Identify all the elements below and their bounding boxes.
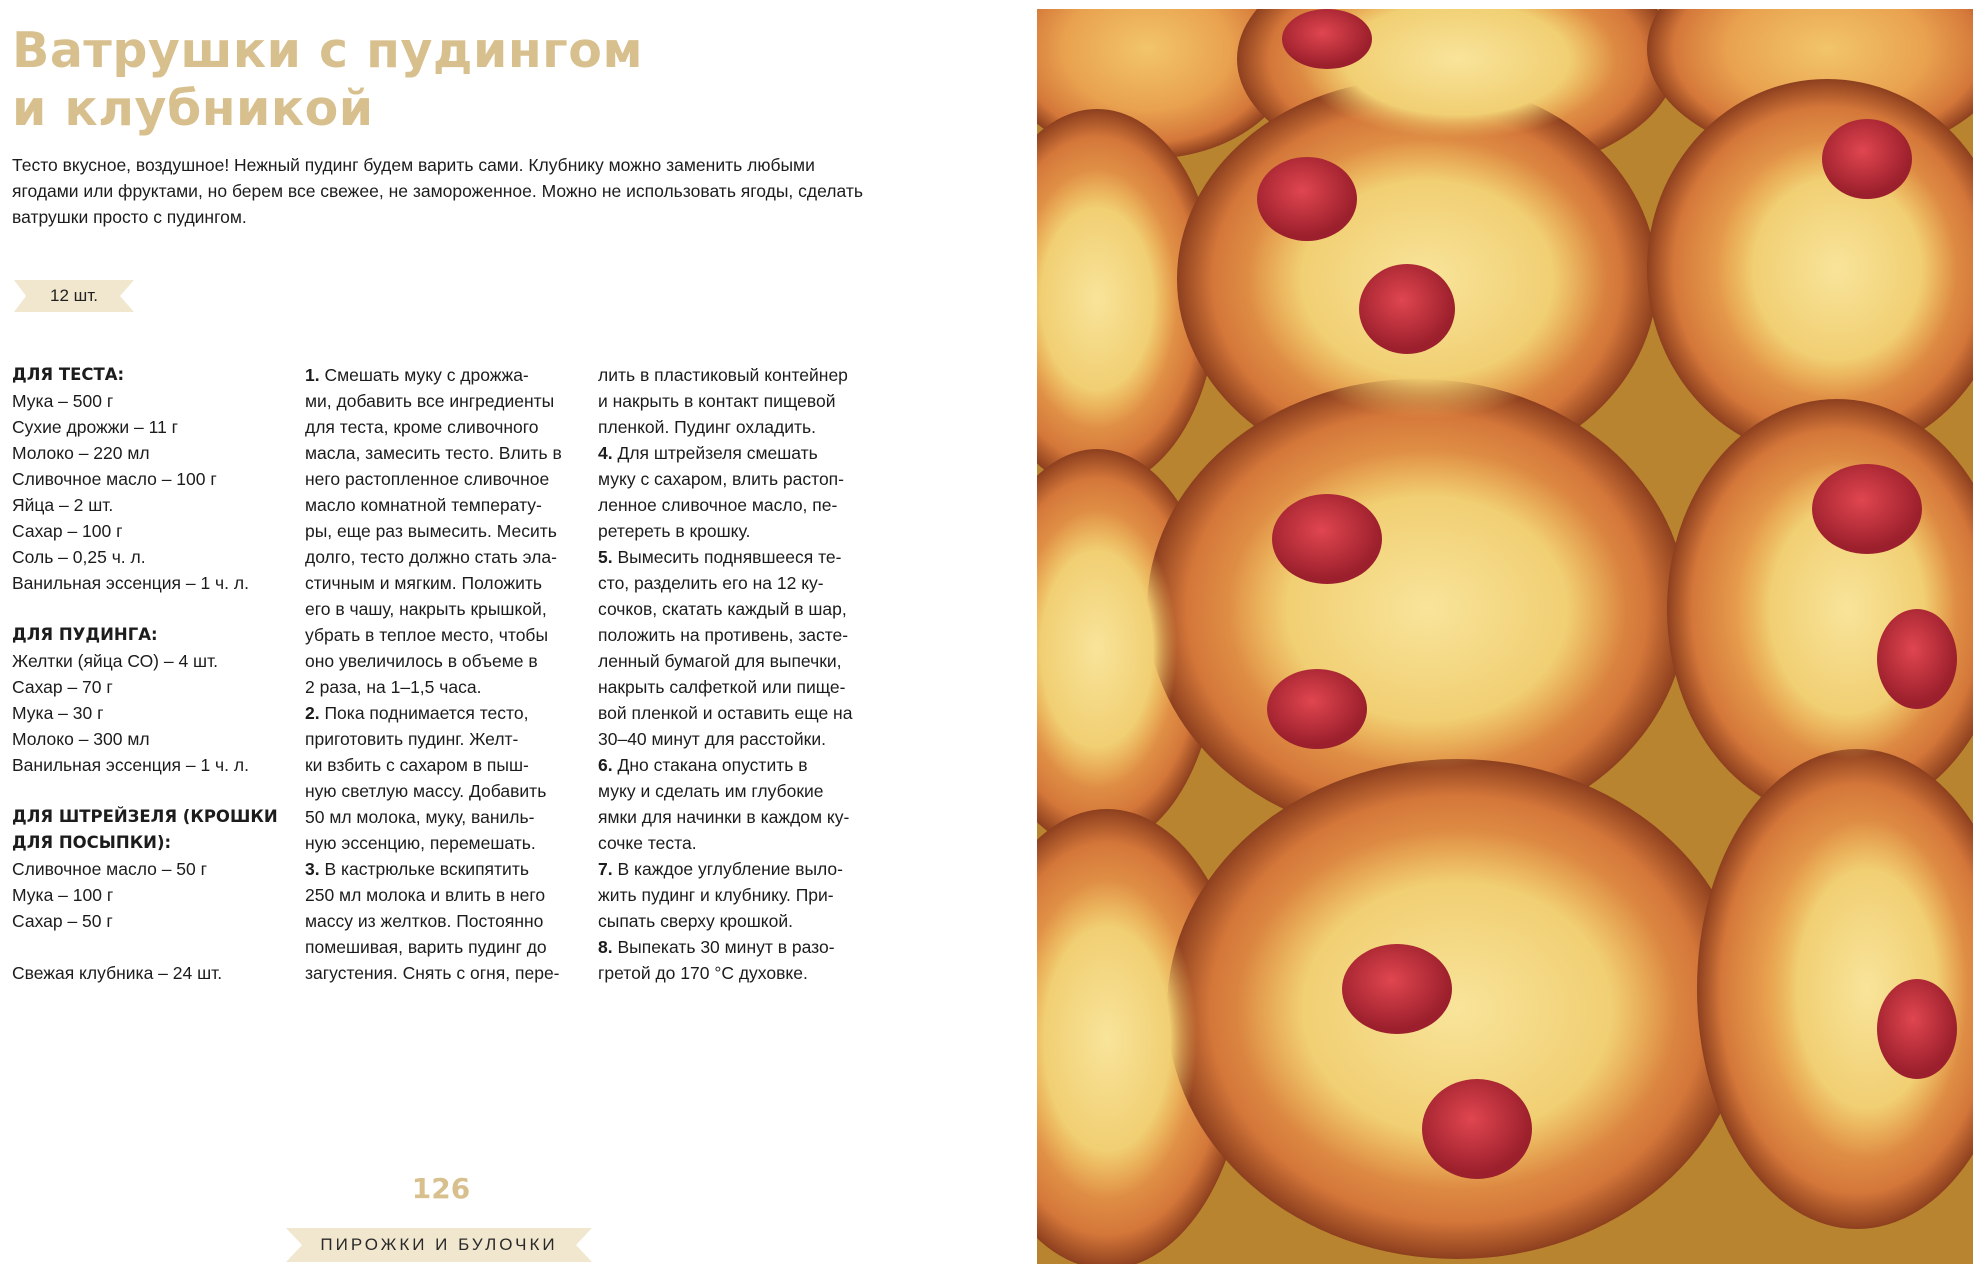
ingredient-item: Молоко – 300 мл: [12, 729, 150, 749]
ingredient-heading-pudding: ДЛЯ ПУДИНГА:: [12, 625, 158, 644]
step-line: ры, еще раз вымесить. Месить: [305, 521, 557, 541]
ingredient-heading-dough: ДЛЯ ТЕСТА:: [12, 365, 125, 384]
step-line: 30–40 минут для расстойки.: [598, 729, 826, 749]
step-text: Дно стакана опустить в: [612, 755, 808, 775]
step-line: гретой до 170 °C духовке.: [598, 963, 808, 983]
recipe-title-line1: Ватрушки с пудингом: [12, 22, 643, 79]
ingredient-item: Сливочное масло – 100 г: [12, 469, 217, 489]
step-line: масло комнатной температу-: [305, 495, 542, 515]
ingredient-item: Мука – 100 г: [12, 885, 114, 905]
steps-column-1: [305, 362, 595, 986]
step-line: 50 мл молока, муку, ваниль-: [305, 807, 535, 827]
ingredient-item: Сахар – 70 г: [12, 677, 113, 697]
step-line: долго, тесто должно стать эла-: [305, 547, 557, 567]
step-line: сыпать сверху крошкой.: [598, 911, 794, 931]
step-line: 250 мл молока и влить в него: [305, 885, 546, 905]
step-line: [598, 544, 888, 570]
step-line: убрать в теплое место, чтобы: [305, 625, 549, 645]
step-number: 3.: [305, 859, 320, 879]
step-line: и накрыть в контакт пищевой: [598, 391, 836, 411]
step-line: [305, 856, 595, 882]
step-line: для теста, кроме сливочного: [305, 417, 539, 437]
step-number: 5.: [598, 547, 613, 567]
step-line: ми, добавить все ингредиенты: [305, 391, 555, 411]
step-number: 8.: [598, 937, 613, 957]
step-line: пленкой. Пудинг охладить.: [598, 417, 817, 437]
step-line: ретереть в крошку.: [598, 521, 751, 541]
step-line: масла, замесить тесто. Влить в: [305, 443, 562, 463]
step-line: муку и сделать им глубокие: [598, 781, 824, 801]
step-line: [598, 440, 888, 466]
step-line: [305, 362, 595, 388]
step-line: массу из желтков. Постоянно: [305, 911, 544, 931]
ingredient-heading-streusel: ДЛЯ ШТРЕЙЗЕЛЯ (КРОШКИ: [12, 807, 278, 826]
step-line: [598, 934, 888, 960]
step-line: [598, 856, 888, 882]
step-line: его в чашу, накрыть крышкой,: [305, 599, 547, 619]
section-label: ПИРОЖКИ И БУЛОЧКИ: [320, 1235, 558, 1254]
step-text: Вымесить поднявшееся те-: [612, 547, 842, 567]
step-number: 4.: [598, 443, 613, 463]
step-text: Выпекать 30 минут в разо-: [612, 937, 835, 957]
ingredient-item: Ванильная эссенция – 1 ч. л.: [12, 573, 249, 593]
yield-label: 12 шт.: [50, 286, 98, 305]
step-line: лить в пластиковый контейнер: [598, 365, 848, 385]
pastry-photo: [1037, 9, 1973, 1264]
step-number: 7.: [598, 859, 613, 879]
step-line: помешивая, варить пудинг до: [305, 937, 547, 957]
ingredient-item: Ванильная эссенция – 1 ч. л.: [12, 755, 249, 775]
step-text: Смешать муку с дрожжа-: [319, 365, 529, 385]
ingredient-item: Сахар – 50 г: [12, 911, 113, 931]
ingredient-item: Сахар – 100 г: [12, 521, 123, 541]
step-line: сочков, скатать каждый в шар,: [598, 599, 847, 619]
pastry-photo-illustration: [1037, 9, 1973, 1264]
ingredients-column: [12, 362, 292, 986]
step-text: Пока поднимается тесто,: [319, 703, 529, 723]
step-line: ки взбить с сахаром в пыш-: [305, 755, 529, 775]
page-number: 126: [411, 1172, 471, 1205]
steps-column-2: [598, 362, 888, 986]
ingredient-item: Соль – 0,25 ч. л.: [12, 547, 146, 567]
section-ribbon: [286, 1228, 592, 1262]
step-number: 6.: [598, 755, 613, 775]
yield-badge: [14, 280, 134, 312]
step-line: сто, разделить его на 12 ку-: [598, 573, 824, 593]
recipe-intro: Тесто вкусное, воздушное! Нежный пудинг будем варить сами. Клубнику можно заменить любыми ягодами или фруктами, но берем все свежее, не замороженное. Можно не использовать ягоды, сделать ватрушки просто с пудингом.: [12, 155, 863, 227]
step-line: накрыть салфеткой или пище-: [598, 677, 846, 697]
step-line: ную светлую массу. Добавить: [305, 781, 547, 801]
ingredient-item: Мука – 500 г: [12, 391, 114, 411]
ingredient-item: Молоко – 220 мл: [12, 443, 150, 463]
step-line: него растопленное сливочное: [305, 469, 550, 489]
step-line: загустения. Снять с огня, пере-: [305, 963, 560, 983]
step-line: положить на противень, засте-: [598, 625, 849, 645]
step-line: сочке теста.: [598, 833, 697, 853]
step-line: приготовить пудинг. Желт-: [305, 729, 519, 749]
ingredient-item: Мука – 30 г: [12, 703, 104, 723]
recipe-title: [12, 22, 643, 138]
step-line: 2 раза, на 1–1,5 часа.: [305, 677, 482, 697]
step-number: 2.: [305, 703, 320, 723]
ingredient-item: Яйца – 2 шт.: [12, 495, 114, 515]
ingredient-item: Сливочное масло – 50 г: [12, 859, 208, 879]
spacer: [12, 596, 292, 622]
step-line: ямки для начинки в каждом ку-: [598, 807, 850, 827]
ingredient-item-strawberry: Свежая клубника – 24 шт.: [12, 963, 223, 983]
step-text: В каждое углубление выло-: [612, 859, 843, 879]
step-text: Для штрейзеля смешать: [612, 443, 818, 463]
ingredient-item: Сухие дрожжи – 11 г: [12, 417, 179, 437]
step-line: стичным и мягким. Положить: [305, 573, 542, 593]
spacer: [12, 778, 292, 804]
step-line: жить пудинг и клубнику. При-: [598, 885, 834, 905]
step-line: ную эссенцию, перемешать.: [305, 833, 536, 853]
ingredient-heading-streusel-cont: ДЛЯ ПОСЫПКИ):: [12, 833, 172, 852]
step-number: 1.: [305, 365, 320, 385]
step-line: ленное сливочное масло, пе-: [598, 495, 838, 515]
step-line: [598, 752, 888, 778]
spacer: [12, 934, 292, 960]
step-line: ленный бумагой для выпечки,: [598, 651, 842, 671]
step-line: оно увеличилось в объеме в: [305, 651, 538, 671]
step-line: муку с сахаром, влить растоп-: [598, 469, 844, 489]
ingredient-item: Желтки (яйца СО) – 4 шт.: [12, 651, 219, 671]
recipe-title-line2: и клубникой: [12, 80, 374, 137]
step-line: [305, 700, 595, 726]
step-line: вой пленкой и оставить еще на: [598, 703, 853, 723]
step-text: В кастрюльке вскипятить: [319, 859, 529, 879]
